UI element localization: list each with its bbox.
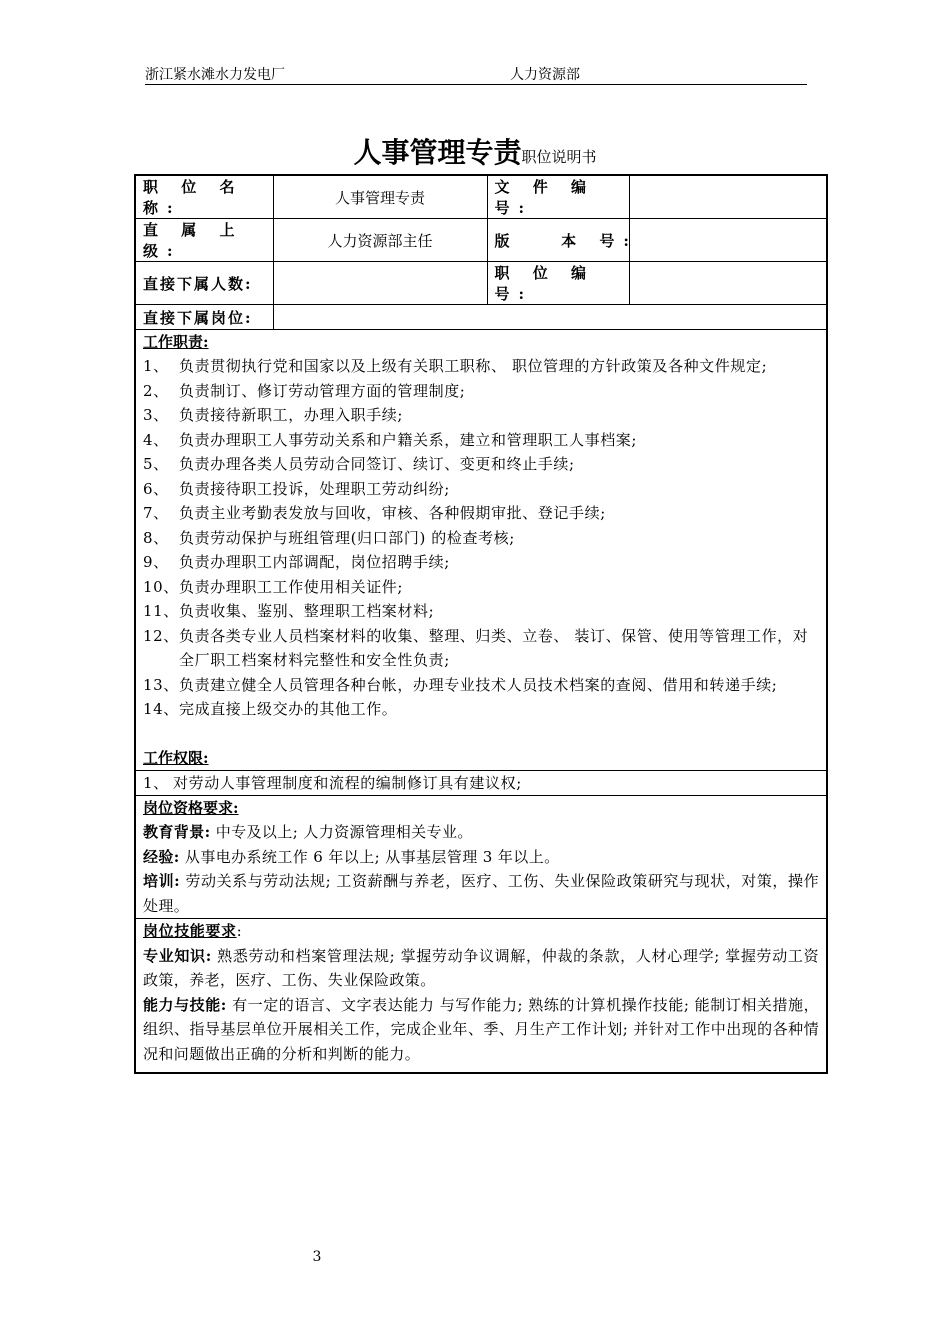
subordinate-position-value [273,305,827,330]
page-header [145,64,807,85]
training-label: 培训: [143,872,181,890]
skills-heading: 岗位技能要求: [143,922,243,940]
list-item: 11、 负责收集、鉴别、整理职工档案材料; [143,602,435,620]
subordinate-position-label: 直接下属岗位: [135,305,273,330]
list-item: 10、 负责办理职工工作使用相关证件; [143,577,404,596]
header-org: 浙江紧水滩水力发电厂 [145,67,285,83]
skills-title: 岗位技能要求 [143,922,237,940]
list-item: 1、 负责贯彻执行党和国家以及上级有关职工职称、 职位管理的方针政策及各种文件规定; [143,357,768,375]
ability-value: 有一定的语言、文字表达能力 与写作能力; 熟练的计算机操作技能; 能制订相关措施，组织、指导基层单位开展相关工作，完成企业年、季、月生产工作计划; 并针对工作中出现的各种情况和问题做出正确的分析和判断的能力。 [143,995,819,1063]
ability-line [143,993,819,1067]
header-dept: 人力资源部 [510,67,580,83]
version-label: 版 本 号: [487,219,629,262]
doc-number-value [629,175,827,219]
list-item: 6、 负责接待职工投诉，处理职工劳动纠纷; [143,479,450,498]
title-suffix: 职位说明书 [521,148,597,166]
subordinate-count-value [273,262,487,305]
training-line [143,869,819,918]
list-item: 3、 负责接待新职工，办理入职手续; [143,406,404,424]
education-label: 教育背景: [143,823,211,841]
knowledge-value: 熟悉劳动和档案管理法规; 掌握劳动争议调解，仲裁的条款，人材心理学; 掌握劳动工资政策，养老，医疗、工伤、失业保险政策。 [143,946,819,989]
authority-section [135,770,827,796]
knowledge-label: 专业知识: [143,946,212,965]
supervisor-value: 人力资源部主任 [273,219,487,262]
duties-section [135,330,827,771]
position-number-label: 职 位 编 号: [487,262,629,305]
list-item: 14、 完成直接上级交办的其他工作。 [143,700,398,718]
list-item: 2、 负责制订、修订劳动管理方面的管理制度; [143,381,466,400]
list-item: 1、 对劳动人事管理制度和流程的编制修订具有建议权; [143,773,522,792]
form-row [135,219,827,262]
supervisor-label: 直 属 上 级: [135,219,273,262]
form-row [135,305,827,330]
skills-section [135,919,827,1074]
list-item: 7、 负责主业考勤表发放与回收，审核、各种假期审批、登记手续; [143,504,606,522]
job-title-value: 人事管理专责 [273,175,487,219]
list-item: 9、 负责办理职工内部调配，岗位招聘手续; [143,553,450,571]
training-value: 劳动关系与劳动法规; 工资薪酬与养老，医疗、工伤、失业保险政策研究与现状，对策，操作处理。 [143,872,819,915]
title-main: 人事管理专责 [353,136,522,169]
experience-label: 经验: [143,847,180,866]
experience-line [143,845,819,870]
education-line [143,820,819,845]
list-item: 8、 负责劳动保护与班组管理(归口部门) 的检查考核; [143,528,515,547]
duties-title: 工作职责: [143,333,209,351]
authority-title: 工作权限: [143,748,209,767]
list-item: 12、 负责各类专业人员档案材料的收集、整理、归类、立卷、 装订、保管、使用等管理工作，对全厂职工档案材料完整性和安全性负责; [143,626,809,669]
ability-label: 能力与技能: [143,995,227,1014]
job-description-table [134,174,828,1074]
position-number-value [629,262,827,305]
qualification-title: 岗位资格要求: [143,799,239,817]
doc-number-label: 文 件 编 号: [487,175,629,219]
experience-value: 从事电办系统工作 6 年以上; 从事基层管理 3 年以上。 [184,847,560,866]
list-item: 5、 负责办理各类人员劳动合同签订、续订、变更和终止手续; [143,455,575,473]
job-title-label: 职 位 名 称: [135,175,273,219]
form-row [135,262,827,305]
form-row [135,175,827,219]
page-title [0,131,950,171]
version-value [629,219,827,262]
qualification-section [135,796,827,919]
list-item: 4、 负责办理职工人事劳动关系和户籍关系，建立和管理职工人事档案; [143,430,638,449]
subordinate-count-label: 直接下属人数: [135,262,273,305]
list-item: 13、 负责建立健全人员管理各种台帐，办理专业技术人员技术档案的查阅、借用和转递手续; [143,675,778,694]
knowledge-line [143,944,819,993]
education-value: 中专及以上; 人力资源管理相关专业。 [215,823,473,841]
page-number: 3 [312,1249,322,1265]
